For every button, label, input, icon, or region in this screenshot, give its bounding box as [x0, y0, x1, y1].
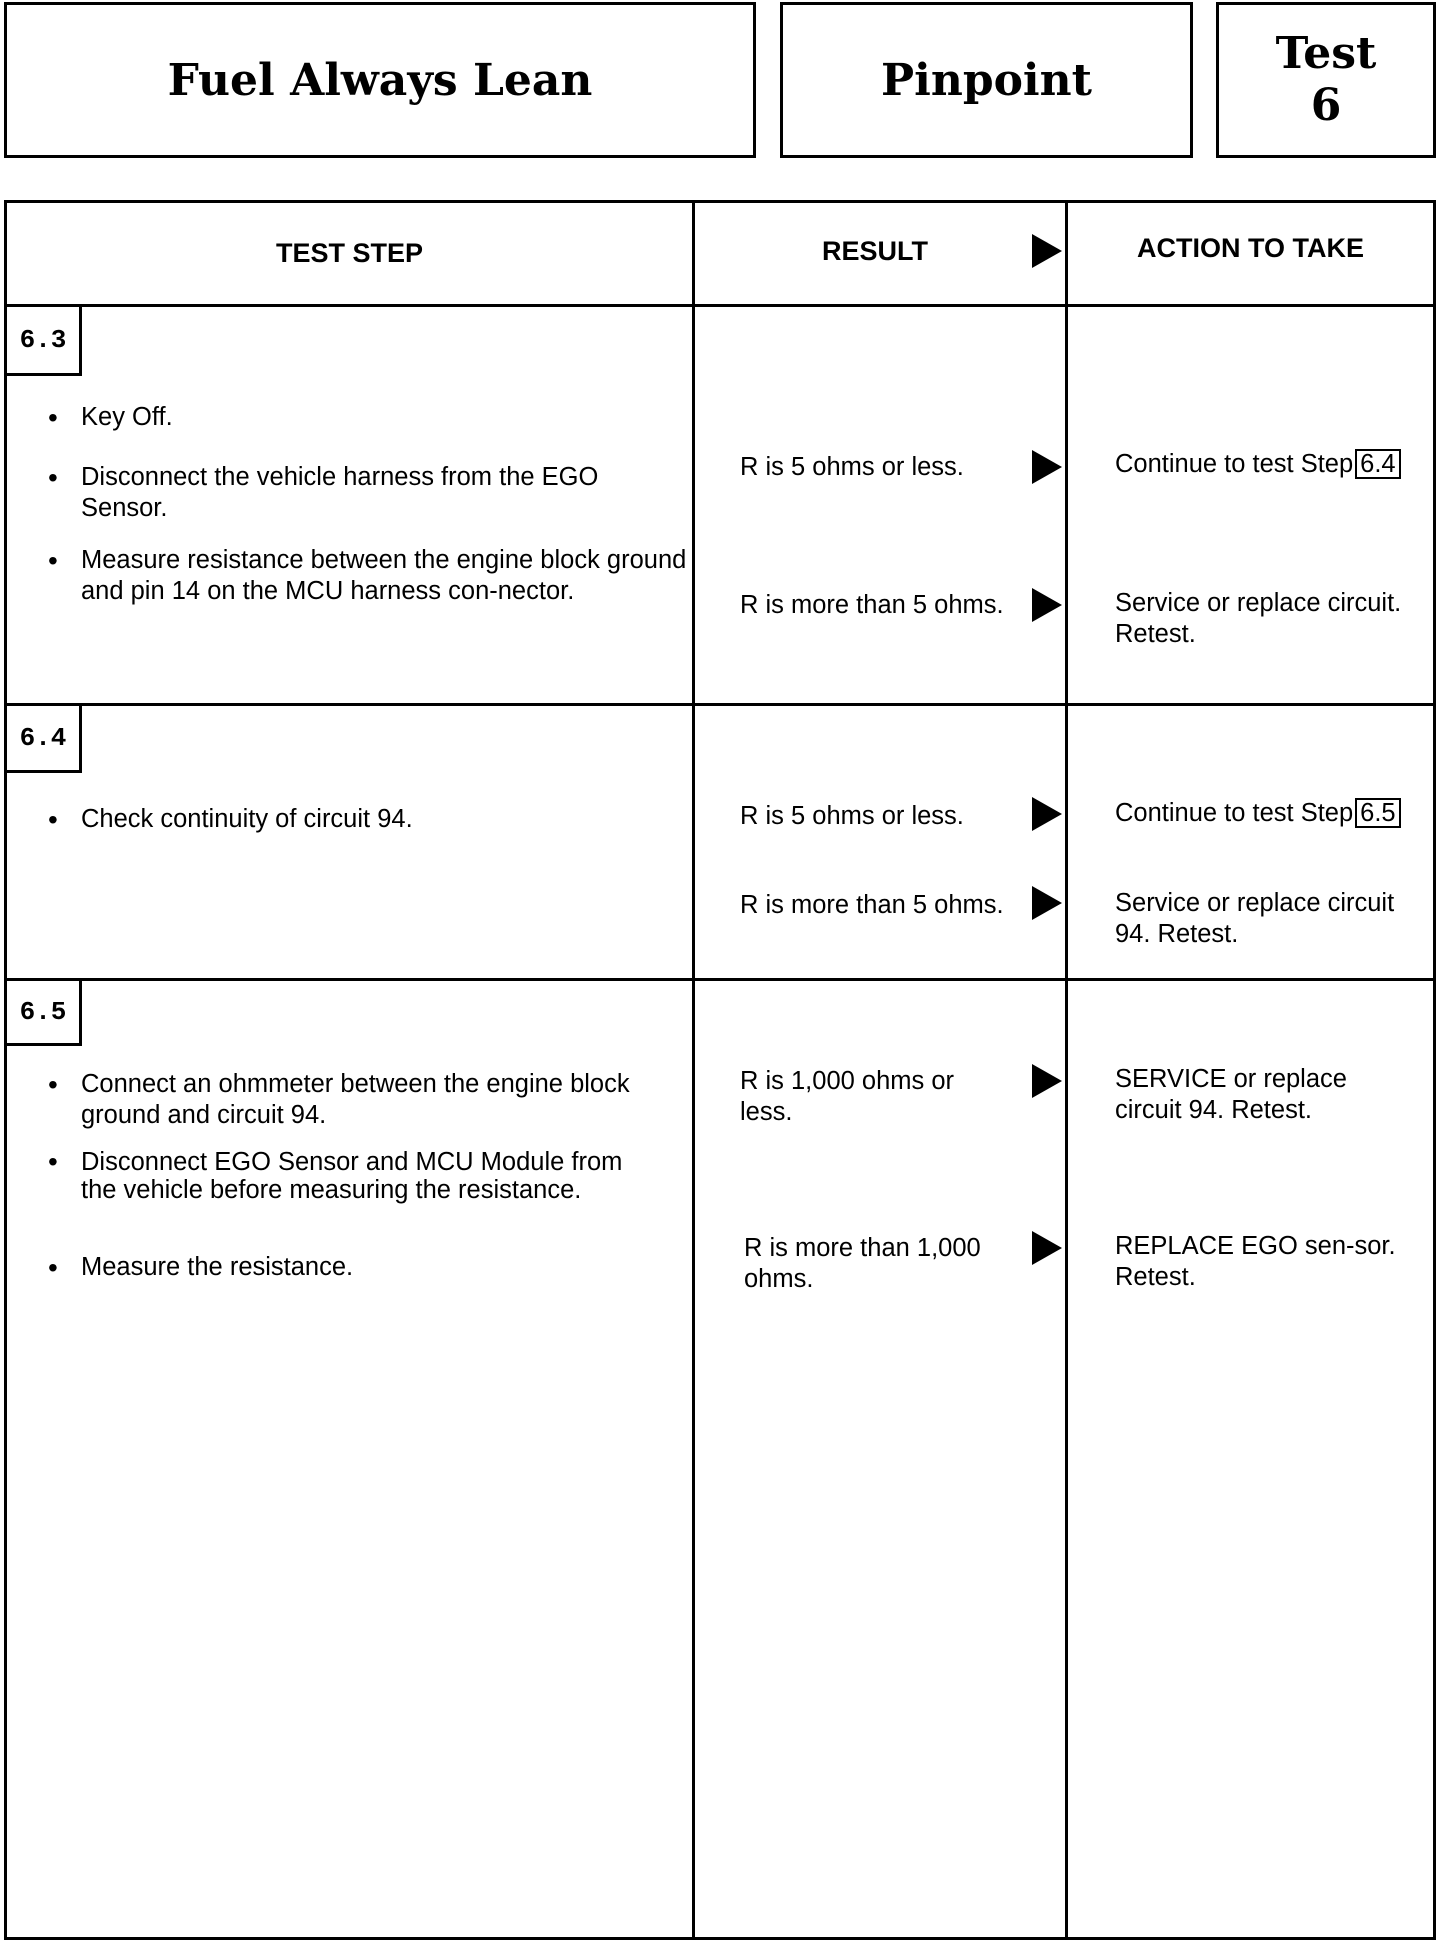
action-6-5-1: SERVICE or replace circuit 94. Retest.: [1115, 1065, 1347, 1124]
action-6-4-2: Service or replace circuit 94. Retest.: [1115, 889, 1395, 948]
step-ref-6-5[interactable]: 6.5: [1355, 798, 1400, 828]
result-6-5-1: R is 1,000 ohms or less.: [740, 1067, 955, 1126]
header-arrow-icon: [1032, 234, 1062, 268]
step-number-6-5: 6.5: [4, 978, 82, 1046]
action-6-3-1-text: Continue to test Step: [1115, 450, 1354, 478]
test-number: 6: [1310, 80, 1342, 131]
result-6-3-2: R is more than 5 ohms.: [740, 591, 1004, 619]
header-divider: [4, 304, 1436, 307]
table-right-border: [1433, 200, 1436, 1940]
instruction-6-3-2: • Disconnect the vehicle harness from the EGO Sensor.: [48, 462, 681, 524]
result-arrow-icon: [1032, 797, 1062, 831]
page-title-text: Fuel Always Lean: [167, 54, 593, 106]
action-6-5-2: REPLACE EGO sen-sor. Retest.: [1115, 1232, 1396, 1291]
column-divider-1: [692, 200, 695, 1940]
instruction-6-4-1: • Check continuity of circuit 94.: [48, 804, 701, 835]
column-header-test-step: TEST STEP: [275, 238, 424, 268]
instruction-6-3-1: • Key Off.: [48, 402, 701, 433]
instruction-6-5-3: • Measure the resistance.: [48, 1252, 681, 1283]
result-arrow-icon: [1032, 1231, 1062, 1265]
test-label: Test: [1275, 28, 1377, 79]
step-number-6-3: 6.3: [4, 304, 82, 376]
row-divider-2: [4, 978, 1436, 981]
column-header-result: RESULT: [822, 236, 928, 266]
result-arrow-icon: [1032, 1064, 1062, 1098]
result-6-3-1: R is 5 ohms or less.: [740, 453, 964, 481]
step-number-6-4: 6.4: [4, 703, 82, 773]
page-title: [4, 2, 756, 158]
instruction-6-3-3: • Measure resistance between the engine block ground and pin 14 on the MCU harness con-nector.: [48, 545, 721, 607]
test-number-box: [1216, 2, 1436, 158]
action-6-3-1: [1115, 449, 1415, 480]
test-type-box: [780, 2, 1193, 158]
table-top-border: [4, 200, 1436, 203]
result-arrow-icon: [1032, 588, 1062, 622]
result-6-5-2: R is more than 1,000 ohms.: [744, 1234, 981, 1293]
action-6-4-1: [1115, 798, 1415, 829]
column-divider-2: [1065, 200, 1068, 1940]
result-arrow-icon: [1032, 450, 1062, 484]
result-arrow-icon: [1032, 886, 1062, 920]
test-type-text: Pinpoint: [881, 54, 1092, 106]
table-bottom-border: [4, 1937, 1436, 1940]
instruction-6-5-2: • Disconnect EGO Sensor and MCU Module from the vehicle before measuring the resistance.: [48, 1148, 651, 1204]
row-divider-1: [4, 703, 1436, 706]
step-ref-6-4[interactable]: 6.4: [1355, 449, 1400, 479]
instruction-6-5-1: • Connect an ohmmeter between the engine block ground and circuit 94.: [48, 1069, 641, 1131]
result-6-4-2: R is more than 5 ohms.: [740, 891, 1004, 919]
action-6-3-2: Service or replace circuit. Retest.: [1115, 589, 1402, 648]
column-header-action: ACTION TO TAKE: [1137, 233, 1364, 263]
result-6-4-1: R is 5 ohms or less.: [740, 802, 964, 830]
action-6-4-1-text: Continue to test Step: [1115, 799, 1354, 827]
table-left-border: [4, 200, 7, 1940]
